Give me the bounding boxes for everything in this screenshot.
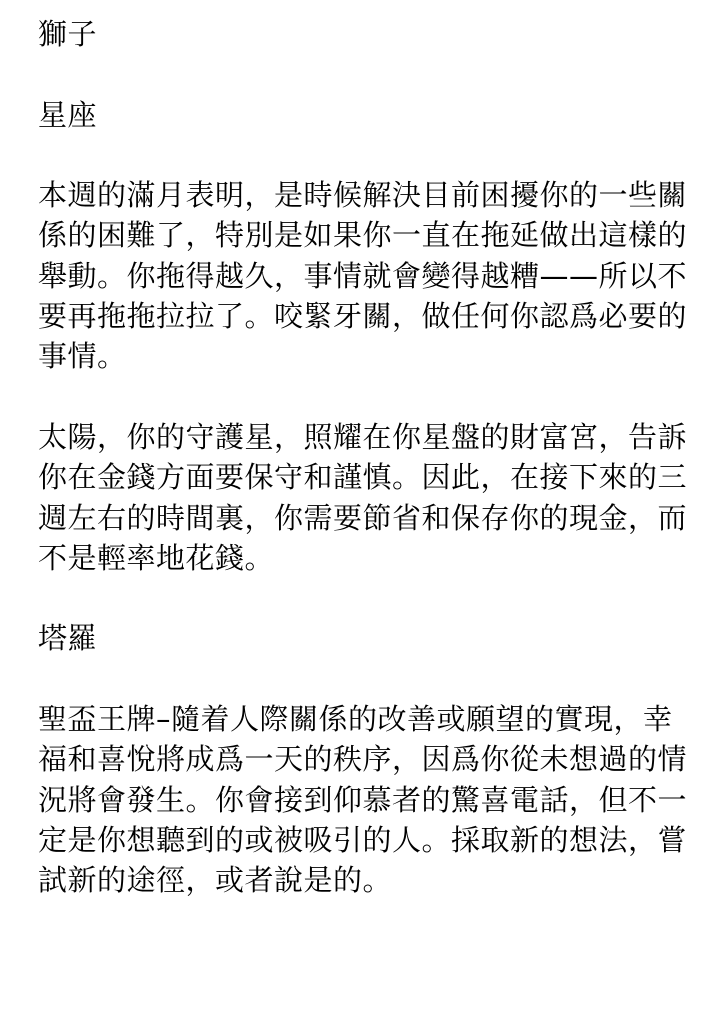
paragraph-line: 況將會發生。你會接到仰慕者的驚喜電話，但不一 [38,782,688,817]
paragraph-line: 你在金錢方面要保守和謹慎。因此，在接下來的三 [38,460,688,495]
astrology-paragraph-1 [38,175,688,376]
sign-title: 獅子 [38,17,98,51]
spacer [38,54,678,94]
paragraph-line: 本週的滿月表明，是時候解決目前困擾你的一些關 [38,178,688,213]
spacer [38,578,678,618]
paragraph-line: 要再拖拖拉拉了。咬緊牙關，做任何你認爲必要的 [38,299,688,334]
paragraph-line: 福和喜悅將成爲一天的秩序，因爲你從未想過的情 [38,742,688,777]
spacer [38,377,678,417]
paragraph-line: 定是你想聽到的或被吸引的人。採取新的想法，嘗 [38,822,688,857]
paragraph-line: 太陽，你的守護星，照耀在你星盤的財富宮，告訴 [38,419,688,454]
paragraph-line: 聖盃王牌–隨着人際關係的改善或願望的實現，幸 [38,702,673,737]
spacer [38,659,678,699]
tarot-heading: 塔羅 [38,621,98,656]
astrology-paragraph-2 [38,417,688,578]
astrology-heading: 星座 [38,97,98,132]
paragraph-line: 係的困難了，特別是如果你一直在拖延做出這樣的 [38,218,688,253]
tarot-paragraph-1 [38,699,688,900]
horoscope-article [38,14,688,901]
paragraph-line: 事情。 [38,339,127,374]
paragraph-line: 不是輕率地花錢。 [38,540,275,575]
paragraph-line: 週左右的時間裏，你需要節省和保存你的現金，而 [38,500,688,535]
paragraph-line: 舉動。你拖得越久，事情就會變得越糟——所以不 [38,258,688,293]
spacer [38,135,678,175]
paragraph-line: 試新的途徑，或者說是的。 [38,863,393,898]
